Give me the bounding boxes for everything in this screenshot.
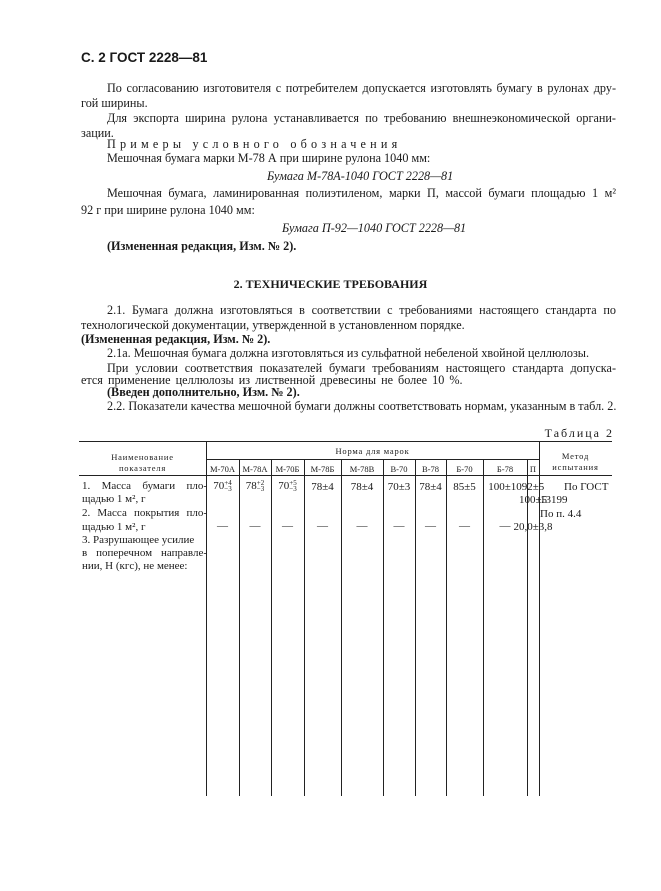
cell-dash: —: [317, 520, 328, 532]
cell-dash: —: [217, 520, 228, 532]
paragraph-line: гой ширины.: [81, 96, 148, 110]
grade-header: М-70Б: [275, 464, 300, 474]
column-header-method: испытания: [552, 462, 599, 472]
cell-dash: —: [425, 520, 436, 532]
row-label: 2. Масса покрытия пло-: [82, 507, 207, 519]
paragraph-line: По согласованию изготовителя с потребителем допускается изготовлять бумагу в рулонах дру-: [107, 81, 616, 95]
method-cell: 13199: [540, 494, 568, 506]
table-caption: Таблица 2: [544, 426, 614, 440]
grade-header: Б-78: [496, 464, 514, 474]
grade-header: М-70А: [209, 464, 236, 474]
example-designation: Бумага П-92—1040 ГОСТ 2228—81: [282, 221, 467, 235]
row-label: 3. Разрушающее усилие: [82, 534, 195, 546]
method-cell: По п. 4.4: [540, 508, 582, 520]
paragraph-line: ется применение целлюлозы из лиственной древесины не более 10 %.: [81, 373, 463, 387]
cell-value: 70±3: [387, 481, 411, 493]
example-designation: Бумага М-78А-1040 ГОСТ 2228—81: [267, 169, 454, 183]
cell-dash: —: [282, 520, 293, 532]
row-label: щадью 1 м², г: [82, 493, 146, 505]
cell-value: 20,0±3,8: [513, 521, 553, 533]
paragraph-line: При условии соответствия показателей бумаги требованиям настоящего стандарта допуска-: [107, 361, 616, 375]
column-header-name: показателя: [118, 463, 167, 473]
row-label: 1. Масса бумаги пло-: [82, 480, 207, 492]
paragraph-line: 2.1а. Мешочная бумага должна изготовляться из сульфатной небеленой хвойной целлюлозы.: [107, 346, 590, 360]
cell-dash: —: [393, 520, 405, 532]
cell-dash: —: [459, 520, 470, 532]
cell-value: 78±4: [350, 481, 374, 493]
cell-value: 100±5: [518, 494, 548, 506]
paragraph-line: зации.: [81, 126, 114, 140]
cell-value: 70+5 −3: [278, 479, 297, 494]
cell-dash: —: [249, 520, 261, 532]
grade-header: М-78Б: [310, 464, 335, 474]
grade-header: П: [529, 464, 537, 474]
grade-header: М-78В: [349, 464, 375, 474]
paragraph-line: технологической документации, утвержденной в установленном порядке.: [81, 318, 465, 332]
grade-header: В-78: [422, 464, 439, 474]
cell-value: 78±4: [419, 481, 442, 493]
cell-dash: —: [499, 520, 511, 532]
page-header: С. 2 ГОСТ 2228—81: [81, 50, 208, 65]
grade-header: В-70: [390, 464, 408, 474]
cell-value: 70+4 −3: [213, 479, 232, 494]
cell-value: 100±10: [488, 481, 522, 493]
edit-note: (Измененная редакция, Изм. № 2).: [81, 332, 271, 346]
example-text: Мешочная бумага марки М-78 А при ширине рулона 1040 мм:: [107, 151, 431, 165]
cell-value: 85±5: [453, 481, 476, 493]
paragraph-line: 2.2. Показатели качества мешочной бумаги должны соответствовать нормам, указанным в табл. 2.: [107, 399, 617, 413]
grade-header: Б-70: [456, 464, 473, 474]
grade-header: М-78А: [242, 464, 268, 474]
row-label: нии, Н (кгс), не менее:: [82, 560, 188, 572]
edit-note: (Измененная редакция, Изм. № 2).: [107, 239, 297, 253]
column-header-name: Наименование: [111, 452, 174, 462]
properties-table: [79, 441, 612, 796]
paragraph-line: 2.1. Бумага должна изготовляться в соответствии с требованиями настоящего стандарта по: [107, 303, 616, 317]
cell-value: 78+2 −3: [245, 479, 265, 494]
row-label: щадью 1 м², г: [82, 521, 146, 533]
method-cell: По ГОСТ: [564, 481, 609, 493]
example-text: 92 г при ширине рулона 1040 мм:: [81, 203, 255, 217]
example-text: Мешочная бумага, ламинированная полиэтиленом, марки П, массой бумаги площадью 1 м²: [107, 186, 616, 200]
cell-dash: —: [356, 520, 368, 532]
row-label: в поперечном направле-: [82, 547, 207, 559]
cell-value: 78±4: [311, 481, 334, 493]
edit-note: (Введен дополнительно, Изм. № 2).: [107, 385, 300, 399]
column-header-norm: Норма для марок: [335, 446, 410, 456]
cell-value: 92±5: [521, 481, 545, 493]
paragraph-line: Для экспорта ширина рулона устанавливается по требованию внешнеэкономической органи-: [107, 111, 616, 125]
section-title: 2. ТЕХНИЧЕСКИЕ ТРЕБОВАНИЯ: [233, 277, 428, 291]
column-header-method: Метод: [561, 451, 590, 461]
examples-heading: Примеры условного обозначения: [107, 137, 402, 151]
